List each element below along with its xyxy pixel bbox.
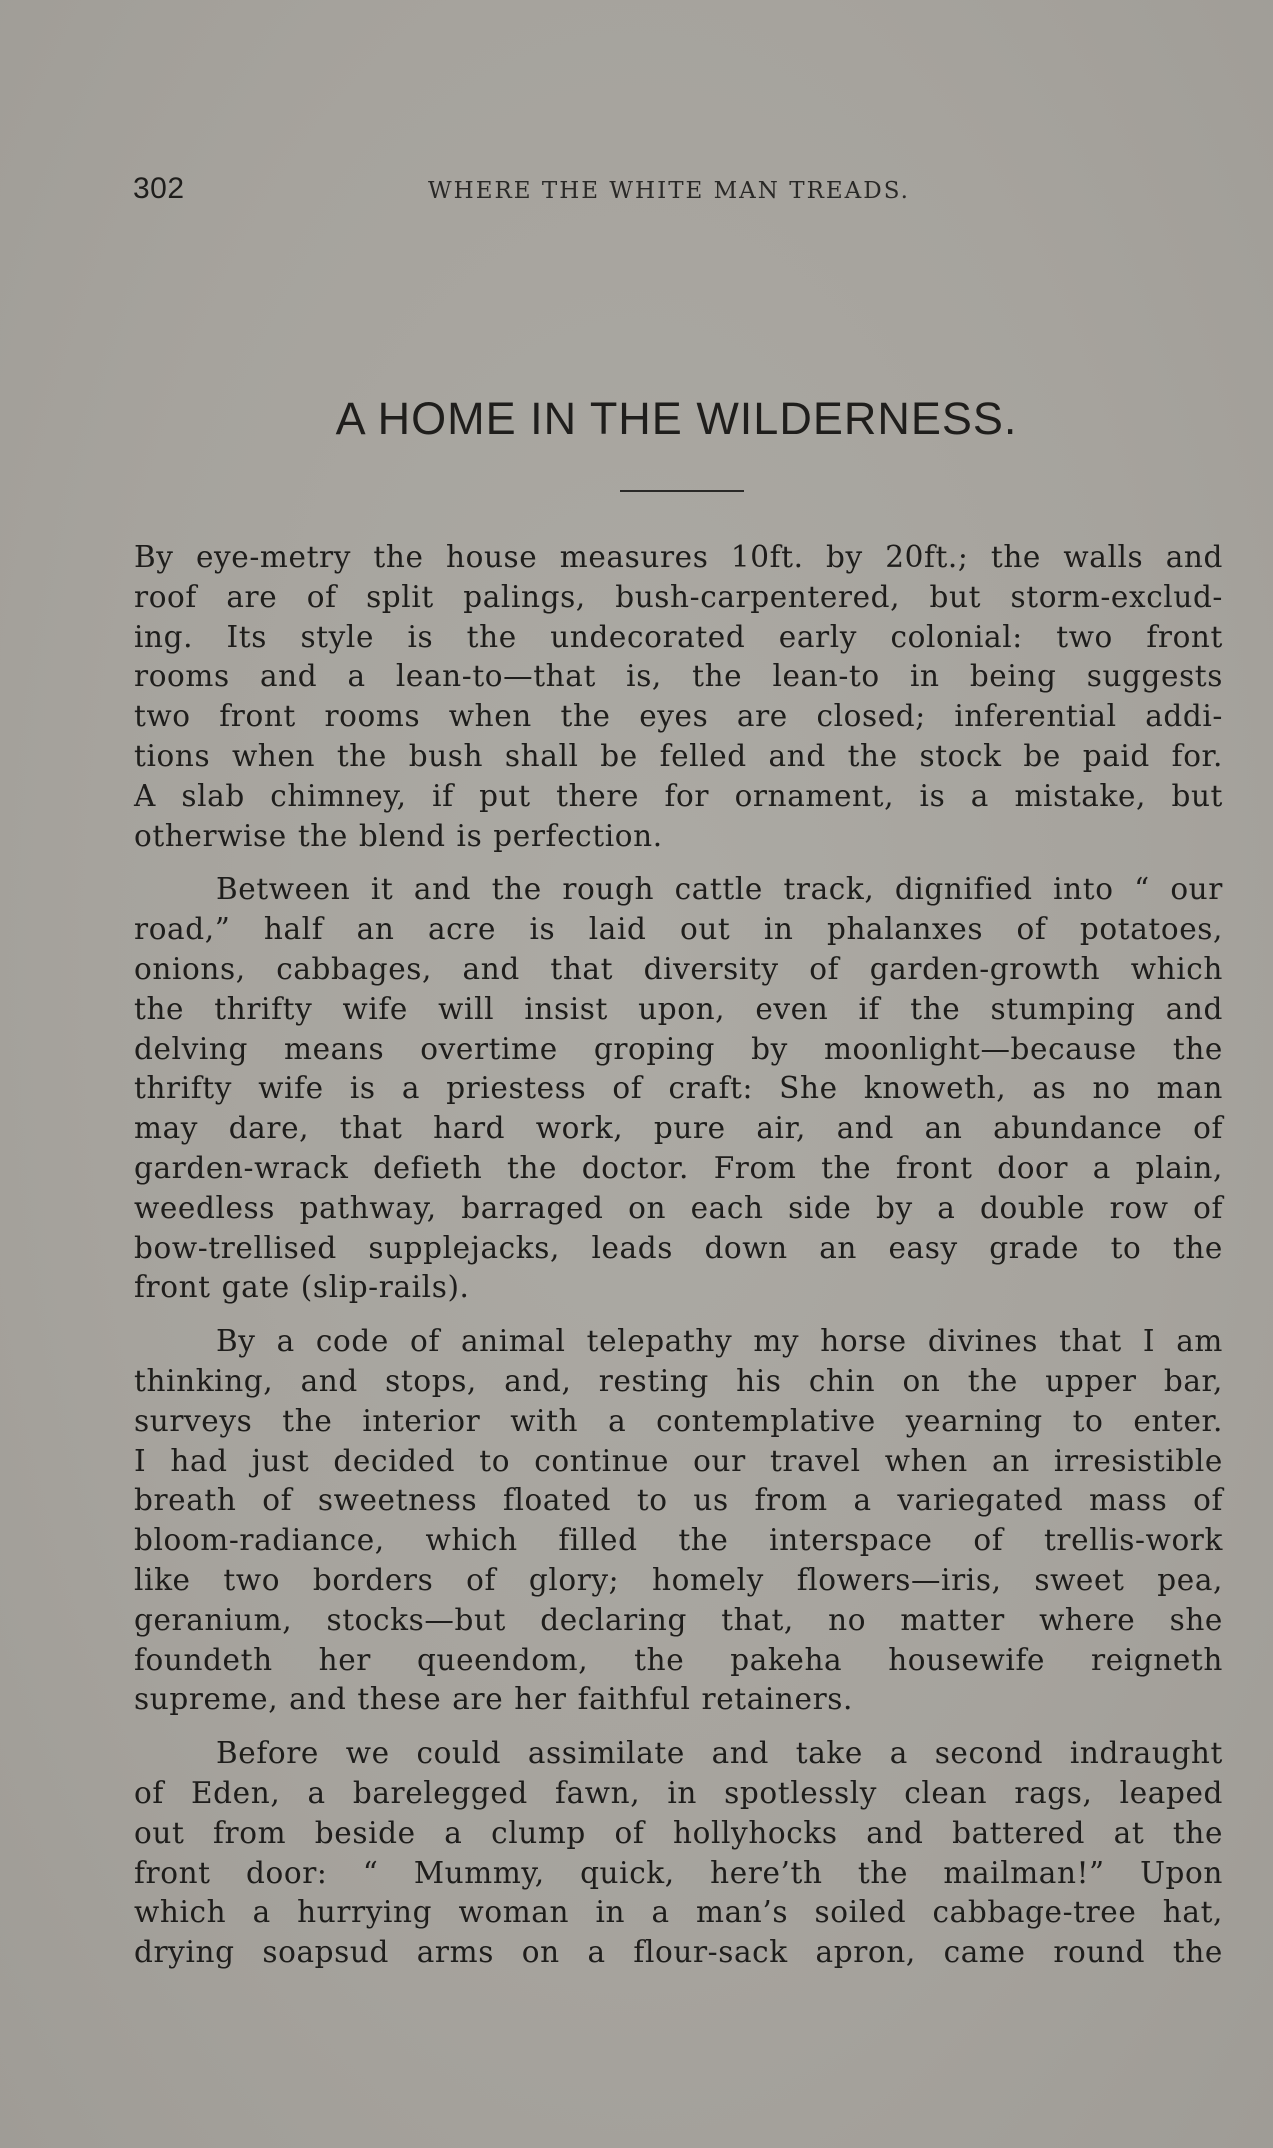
text-line: two front rooms when the eyes are closed; inferential addi- bbox=[134, 699, 1223, 734]
text-line: delving means overtime groping by moonlight—because the bbox=[134, 1031, 1223, 1066]
title-rule bbox=[620, 490, 744, 492]
page-number: 302 bbox=[133, 172, 185, 205]
text-line: Before we could assimilate and take a second indraught bbox=[216, 1736, 1223, 1771]
paragraph bbox=[134, 538, 1223, 856]
text-line: drying soapsud arms on a flour-sack apron, came round the bbox=[134, 1935, 1223, 1970]
text-line: like two borders of glory; homely flowers—iris, sweet pea, bbox=[134, 1562, 1223, 1597]
chapter-title: A HOME IN THE WILDERNESS. bbox=[335, 393, 1018, 444]
text-line: thrifty wife is a priestess of craft: She knoweth, as no man bbox=[134, 1071, 1223, 1106]
text-line: otherwise the blend is perfection. bbox=[134, 818, 663, 853]
text-line: garden-wrack defieth the doctor. From the front door a plain, bbox=[134, 1150, 1223, 1185]
text-line: rooms and a lean-to—that is, the lean-to in being suggests bbox=[134, 659, 1223, 694]
text-line: front gate (slip-rails). bbox=[134, 1270, 470, 1305]
text-line: bow-trellised supplejacks, leads down an easy grade to the bbox=[134, 1230, 1223, 1265]
text-line: A slab chimney, if put there for ornament, is a mistake, but bbox=[134, 778, 1223, 813]
text-line: of Eden, a barelegged fawn, in spotlessly clean rags, leaped bbox=[134, 1775, 1223, 1810]
text-line: which a hurrying woman in a man’s soiled cabbage-tree hat, bbox=[134, 1895, 1223, 1930]
text-line: bloom-radiance, which filled the interspace of trellis-work bbox=[134, 1523, 1223, 1558]
running-title: WHERE THE WHITE MAN TREADS. bbox=[428, 178, 910, 204]
text-line: breath of sweetness floated to us from a variegated mass of bbox=[134, 1483, 1223, 1518]
paragraph bbox=[134, 1322, 1223, 1720]
text-line: the thrifty wife will insist upon, even if the stumping and bbox=[134, 991, 1223, 1026]
text-line: out from beside a clump of hollyhocks and battered at the bbox=[134, 1815, 1223, 1850]
text-line: I had just decided to continue our travel when an irresistible bbox=[134, 1443, 1223, 1478]
text-line: surveys the interior with a contemplative yearning to enter. bbox=[134, 1403, 1223, 1438]
text-line: supreme, and these are her faithful retainers. bbox=[134, 1682, 853, 1717]
text-line: may dare, that hard work, pure air, and an abundance of bbox=[134, 1111, 1223, 1146]
text-line: road,” half an acre is laid out in phalanxes of potatoes, bbox=[134, 912, 1223, 947]
text-line: Between it and the rough cattle track, dignified into “ our bbox=[216, 872, 1223, 907]
text-line: onions, cabbages, and that diversity of garden-growth which bbox=[134, 951, 1223, 986]
running-head bbox=[133, 172, 1223, 212]
text-line: front door: “ Mummy, quick, here’th the mailman!” Upon bbox=[134, 1855, 1223, 1890]
text-line: foundeth her queendom, the pakeha housewife reigneth bbox=[134, 1642, 1223, 1677]
body-text bbox=[134, 538, 1223, 1987]
text-line: By eye-metry the house measures 10ft. by 20ft.; the walls and bbox=[134, 540, 1223, 574]
text-line: ing. Its style is the undecorated early colonial: two front bbox=[134, 619, 1223, 654]
paragraph bbox=[134, 870, 1223, 1308]
text-line: geranium, stocks—but declaring that, no matter where she bbox=[134, 1602, 1223, 1637]
paragraph bbox=[134, 1734, 1223, 1973]
text-line: tions when the bush shall be felled and the stock be paid for. bbox=[134, 738, 1223, 773]
text-line: thinking, and stops, and, resting his chin on the upper bar, bbox=[134, 1363, 1223, 1398]
text-line: weedless pathway, barraged on each side by a double row of bbox=[134, 1190, 1223, 1225]
text-line: roof are of split palings, bush-carpentered, but storm-exclud- bbox=[134, 579, 1223, 614]
text-line: By a code of animal telepathy my horse divines that I am bbox=[216, 1324, 1223, 1359]
